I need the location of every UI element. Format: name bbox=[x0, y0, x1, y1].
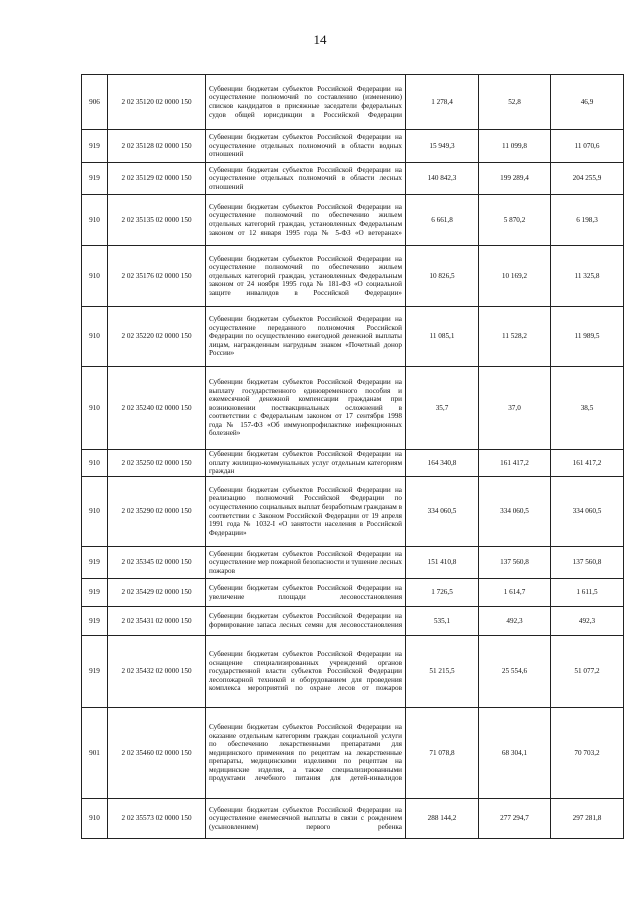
table-row bbox=[82, 799, 624, 839]
year3-amount-cell: 137 560,8 bbox=[551, 547, 624, 579]
admin-code-cell: 910 bbox=[82, 307, 108, 367]
table-row bbox=[82, 163, 624, 195]
admin-code-cell: 901 bbox=[82, 708, 108, 799]
budget-code-cell: 2 02 35429 02 0000 150 bbox=[108, 579, 206, 607]
year1-amount-cell: 334 060,5 bbox=[406, 477, 479, 547]
year3-amount-cell: 11 989,5 bbox=[551, 307, 624, 367]
budget-table-body bbox=[82, 75, 624, 839]
year3-amount-cell: 38,5 bbox=[551, 367, 624, 450]
admin-code-cell: 910 bbox=[82, 477, 108, 547]
admin-code-cell: 919 bbox=[82, 130, 108, 163]
revenue-name-cell: Субвенции бюджетам субъектов Российской Федерации на осуществление полномочий по обеспечению жильем отдельных категорий граждан, установленных Федеральным законом от 24 ноября 1995 года № 181-ФЗ «О социальной защите инвалидов в Российской Федерации» bbox=[206, 246, 406, 307]
year2-amount-cell: 1 614,7 bbox=[479, 579, 551, 607]
admin-code-cell: 910 bbox=[82, 799, 108, 839]
table-row bbox=[82, 477, 624, 547]
budget-code-cell: 2 02 35431 02 0000 150 bbox=[108, 607, 206, 636]
year3-amount-cell: 1 611,5 bbox=[551, 579, 624, 607]
budget-code-cell: 2 02 35240 02 0000 150 bbox=[108, 367, 206, 450]
year2-amount-cell: 161 417,2 bbox=[479, 450, 551, 477]
revenue-name-cell: Субвенции бюджетам субъектов Российской Федерации на оплату жилищно-коммунальных услуг отдельным категориям граждан bbox=[206, 450, 406, 477]
year1-amount-cell: 140 842,3 bbox=[406, 163, 479, 195]
budget-code-cell: 2 02 35460 02 0000 150 bbox=[108, 708, 206, 799]
budget-code-cell: 2 02 35135 02 0000 150 bbox=[108, 195, 206, 246]
year1-amount-cell: 10 826,5 bbox=[406, 246, 479, 307]
year3-amount-cell: 334 060,5 bbox=[551, 477, 624, 547]
table-row bbox=[82, 307, 624, 367]
year2-amount-cell: 11 528,2 bbox=[479, 307, 551, 367]
year3-amount-cell: 6 198,3 bbox=[551, 195, 624, 246]
year2-amount-cell: 25 554,6 bbox=[479, 636, 551, 708]
budget-code-cell: 2 02 35128 02 0000 150 bbox=[108, 130, 206, 163]
table-row bbox=[82, 636, 624, 708]
budget-table bbox=[81, 74, 624, 839]
budget-code-cell: 2 02 35345 02 0000 150 bbox=[108, 547, 206, 579]
year2-amount-cell: 11 099,8 bbox=[479, 130, 551, 163]
revenue-name-cell: Субвенции бюджетам субъектов Российской Федерации на осуществление отдельных полномочий в области лесных отношений bbox=[206, 163, 406, 195]
year1-amount-cell: 51 215,5 bbox=[406, 636, 479, 708]
admin-code-cell: 919 bbox=[82, 579, 108, 607]
year3-amount-cell: 11 325,8 bbox=[551, 246, 624, 307]
revenue-name-cell: Субвенции бюджетам субъектов Российской Федерации на оказание отдельным категориям граждан социальной услуги по обеспечению лекарственными препаратами для медицинского применения по рецептам на лекарственные препараты, медицинскими изделиями по рецептам на медицинские изделия, а также специализированными продуктами лечебного питания для детей-инвалидов bbox=[206, 708, 406, 799]
revenue-name-cell: Субвенции бюджетам субъектов Российской Федерации на осуществление переданного полномочия Российской Федерации по осуществлению ежегодной денежной выплаты лицам, награжденным нагрудным знаком «Почетный донор России» bbox=[206, 307, 406, 367]
budget-code-cell: 2 02 35573 02 0000 150 bbox=[108, 799, 206, 839]
year1-amount-cell: 6 661,8 bbox=[406, 195, 479, 246]
revenue-name-cell: Субвенции бюджетам субъектов Российской Федерации на осуществление отдельных полномочий в области водных отношений bbox=[206, 130, 406, 163]
revenue-name-cell: Субвенции бюджетам субъектов Российской Федерации на формирование запаса лесных семян для лесовосстановления bbox=[206, 607, 406, 636]
year1-amount-cell: 15 949,3 bbox=[406, 130, 479, 163]
revenue-name-cell: Субвенции бюджетам субъектов Российской Федерации на реализацию полномочий Российской Федерации по осуществлению социальных выплат безработным гражданам в соответствии с Законом Российской Федерации от 19 апреля 1991 года № 1032-I «О занятости населения в Российской Федерации» bbox=[206, 477, 406, 547]
year1-amount-cell: 535,1 bbox=[406, 607, 479, 636]
year2-amount-cell: 334 060,5 bbox=[479, 477, 551, 547]
table-row bbox=[82, 579, 624, 607]
page-number: 14 bbox=[313, 32, 327, 47]
year2-amount-cell: 137 560,8 bbox=[479, 547, 551, 579]
budget-code-cell: 2 02 35176 02 0000 150 bbox=[108, 246, 206, 307]
year3-amount-cell: 51 077,2 bbox=[551, 636, 624, 708]
year1-amount-cell: 288 144,2 bbox=[406, 799, 479, 839]
year2-amount-cell: 37,0 bbox=[479, 367, 551, 450]
admin-code-cell: 910 bbox=[82, 367, 108, 450]
year3-amount-cell: 492,3 bbox=[551, 607, 624, 636]
year1-amount-cell: 1 278,4 bbox=[406, 75, 479, 130]
table-row bbox=[82, 367, 624, 450]
revenue-name-cell: Субвенции бюджетам субъектов Российской Федерации на выплату государственного единовременного пособия и ежемесячной денежной компенсации гражданам при возникновении поствакцинальных осложнений в соответствии с Федеральным законом от 17 сентября 1998 года № 157-ФЗ «Об иммунопрофилактике инфекционных болезней» bbox=[206, 367, 406, 450]
year1-amount-cell: 11 085,1 bbox=[406, 307, 479, 367]
revenue-name-cell: Субвенции бюджетам субъектов Российской Федерации на оснащение специализированных учреждений органов государственной власти субъектов Российской Федерации лесопожарной техникой и оборудованием для проведения комплекса мероприятий по охране лесов от пожаров bbox=[206, 636, 406, 708]
budget-code-cell: 2 02 35129 02 0000 150 bbox=[108, 163, 206, 195]
year2-amount-cell: 277 294,7 bbox=[479, 799, 551, 839]
year2-amount-cell: 52,8 bbox=[479, 75, 551, 130]
table-row bbox=[82, 75, 624, 130]
year1-amount-cell: 35,7 bbox=[406, 367, 479, 450]
year3-amount-cell: 46,9 bbox=[551, 75, 624, 130]
budget-code-cell: 2 02 35220 02 0000 150 bbox=[108, 307, 206, 367]
revenue-name-cell: Субвенции бюджетам субъектов Российской Федерации на увеличение площади лесовосстановления bbox=[206, 579, 406, 607]
year2-amount-cell: 492,3 bbox=[479, 607, 551, 636]
year1-amount-cell: 71 078,8 bbox=[406, 708, 479, 799]
year3-amount-cell: 11 070,6 bbox=[551, 130, 624, 163]
year1-amount-cell: 151 410,8 bbox=[406, 547, 479, 579]
admin-code-cell: 919 bbox=[82, 607, 108, 636]
year2-amount-cell: 10 169,2 bbox=[479, 246, 551, 307]
table-row bbox=[82, 246, 624, 307]
year1-amount-cell: 164 340,8 bbox=[406, 450, 479, 477]
table-row bbox=[82, 607, 624, 636]
table-row bbox=[82, 547, 624, 579]
table-row bbox=[82, 708, 624, 799]
admin-code-cell: 919 bbox=[82, 547, 108, 579]
year3-amount-cell: 161 417,2 bbox=[551, 450, 624, 477]
budget-code-cell: 2 02 35290 02 0000 150 bbox=[108, 477, 206, 547]
budget-code-cell: 2 02 35120 02 0000 150 bbox=[108, 75, 206, 130]
year3-amount-cell: 297 281,8 bbox=[551, 799, 624, 839]
admin-code-cell: 919 bbox=[82, 636, 108, 708]
revenue-name-cell: Субвенции бюджетам субъектов Российской Федерации на осуществление полномочий по обеспечению жильем отдельных категорий граждан, установленных Федеральным законом от 12 января 1995 года № 5-ФЗ «О ветеранах» bbox=[206, 195, 406, 246]
admin-code-cell: 910 bbox=[82, 195, 108, 246]
year1-amount-cell: 1 726,5 bbox=[406, 579, 479, 607]
budget-code-cell: 2 02 35250 02 0000 150 bbox=[108, 450, 206, 477]
year2-amount-cell: 68 304,1 bbox=[479, 708, 551, 799]
table-row bbox=[82, 130, 624, 163]
year3-amount-cell: 70 703,2 bbox=[551, 708, 624, 799]
revenue-name-cell: Субвенции бюджетам субъектов Российской Федерации на осуществление полномочий по составлению (изменению) списков кандидатов в присяжные заседатели федеральных судов общей юрисдикции в Российской Федерации bbox=[206, 75, 406, 130]
admin-code-cell: 910 bbox=[82, 450, 108, 477]
year2-amount-cell: 5 870,2 bbox=[479, 195, 551, 246]
budget-code-cell: 2 02 35432 02 0000 150 bbox=[108, 636, 206, 708]
admin-code-cell: 910 bbox=[82, 246, 108, 307]
revenue-name-cell: Субвенции бюджетам субъектов Российской Федерации на осуществление ежемесячной выплаты в связи с рождением (усыновлением) первого ребенка bbox=[206, 799, 406, 839]
table-row bbox=[82, 195, 624, 246]
year2-amount-cell: 199 289,4 bbox=[479, 163, 551, 195]
revenue-name-cell: Субвенции бюджетам субъектов Российской Федерации на осуществление мер пожарной безопасности и тушение лесных пожаров bbox=[206, 547, 406, 579]
admin-code-cell: 919 bbox=[82, 163, 108, 195]
year3-amount-cell: 204 255,9 bbox=[551, 163, 624, 195]
admin-code-cell: 906 bbox=[82, 75, 108, 130]
table-row bbox=[82, 450, 624, 477]
